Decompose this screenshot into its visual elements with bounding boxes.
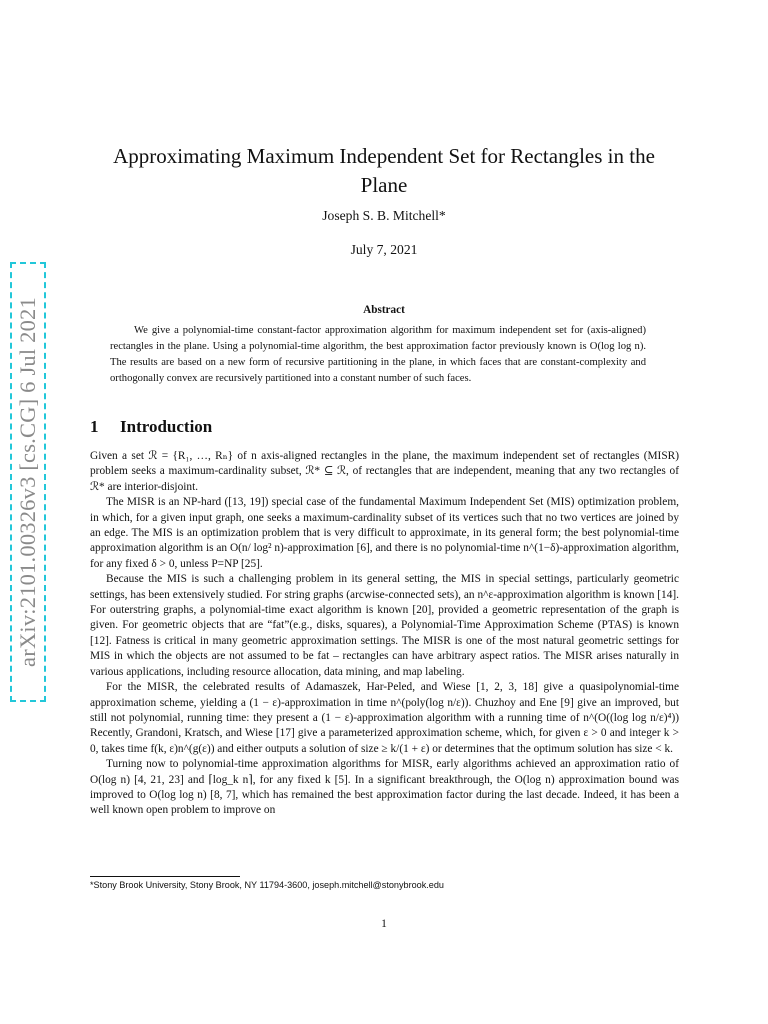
paragraph: Turning now to polynomial-time approximation algorithms for MISR, early algorithms achieved an approximation ratio of O(log n) [4, 21, 23] and ⌈log_k n⌉, for any fixed k [5]. In a significant breakthrough, the O(log n) approximation bound was improved to O(log log n) [8, 7], which has remained the best approximation factor during the last decade. Indeed, it has been a well known open problem to improve on: [90, 758, 679, 817]
footnote: *Stony Brook University, Stony Brook, NY 11794-3600, joseph.mitchell@stonybrook.edu: [90, 880, 444, 890]
paragraph: For the MISR, the celebrated results of Adamaszek, Har-Peled, and Wiese [1, 2, 3, 18] give a quasipolynomial-time approximation scheme, yielding a (1 − ε)-approximation in time n^(poly(log n/ε)). Chuzhoy and Ene [9] give an improved, but still not polynomial, running time: they present a (1 − ε)-approximation algorithm with a running time of n^(O((log log n/ε)⁴)) Recently, Grandoni, Kratsch, and Wiese [17] give a parameterized approximation scheme, which, for given ε > 0 and integer k > 0, takes time f(k, ε)n^(g(ε)) and either outputs a solution of size ≥ k/(1 + ε) or determines that the optimum solution has size < k.: [90, 681, 679, 755]
abstract-text: We give a polynomial-time constant-factor approximation algorithm for maximum independent set for (axis-aligned) rectangles in the plane. Using a polynomial-time algorithm, the best approximation factor previously known is O(log log n). The results are based on a new form of recursive partitioning in the plane, in which faces that are constant-complexity and orthogonally convex are recursively partitioned into a constant number of such faces.: [110, 325, 646, 384]
body-text: [90, 449, 679, 819]
paper-date: July 7, 2021: [350, 242, 418, 257]
arxiv-stamp-text: arXiv:2101.00326v3 [cs.CG] 6 Jul 2021: [15, 297, 40, 667]
paragraph: Given a set ℛ = {R₁, …, Rₙ} of n axis-aligned rectangles in the plane, the maximum independent set of rectangles (MISR) problem seeks a maximum-cardinality subset, ℛ* ⊆ ℛ, of rectangles that are independent, meaning that any two rectangles of ℛ* are interior-disjoint.: [90, 450, 679, 493]
author-name: Joseph S. B. Mitchell*: [322, 208, 446, 223]
footnote-rule: [90, 876, 240, 877]
section-number: 1: [90, 417, 99, 436]
paragraph: The MISR is an NP-hard ([13, 19]) special case of the fundamental Maximum Independent Set (MIS) optimization problem, in which, for a given input graph, one seeks a maximum-cardinality subset of its vertices such that no two vertices are joined by an edge. The MIS is an optimization problem that is very difficult to approximate, in its general form; the best polynomial-time approximation algorithm is an O(n/ log² n)-approximation [6], and there is no polynomial-time n^(1−δ)-approximation algorithm, for any fixed δ > 0, unless P=NP [25].: [90, 496, 679, 570]
paper-title: Approximating Maximum Independent Set for Rectangles in the Plane: [113, 144, 655, 197]
section-heading: [90, 417, 212, 437]
paragraph: Because the MIS is such a challenging problem in its general setting, the MIS in special settings, particularly geometric settings, has been extensively studied. For string graphs (arcwise-connected sets), an n^ε-approximation algorithm is known [14]. For outerstring graphs, a polynomial-time exact algorithm is known [20], provided a geometric representation of the graph is given. For geometric objects that are “fat”(e.g., disks, squares), a Polynomial-Time Approximation Scheme (PTAS) is known [12]. Fatness is critical in many geometric approximation settings. The MISR is one of the most natural geometric settings for MIS in which the objects are not assumed to be fat – rectangles can have arbitrary aspect ratios. The MISR arises naturally in various applications, including resource allocation, data mining, and map labeling.: [90, 573, 679, 678]
abstract-heading: Abstract: [363, 304, 405, 316]
arxiv-stamp: [10, 262, 46, 702]
page-number: 1: [381, 918, 387, 930]
section-title: Introduction: [120, 417, 213, 436]
